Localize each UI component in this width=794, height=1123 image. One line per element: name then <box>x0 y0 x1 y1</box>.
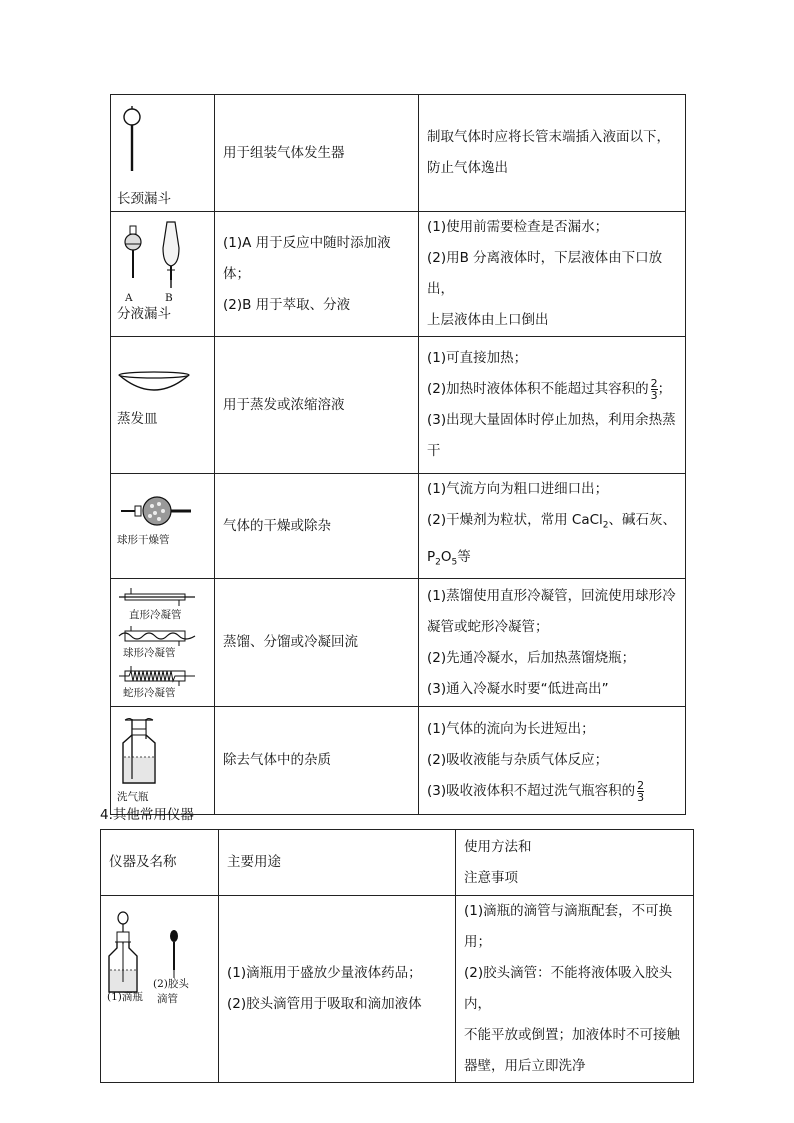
instrument-cell <box>111 95 215 212</box>
instrument-name: 分液漏斗 <box>117 306 171 322</box>
long-neck-funnel-icon <box>121 105 145 175</box>
table-row <box>111 337 686 474</box>
instrument-cell <box>101 896 219 1083</box>
section-heading: 4.其他常用仪器 <box>100 807 194 823</box>
notes-cell: (1)气流方向为粗口进细口出； (2)干燥剂为粒状，常用 CaCl$_2$、碱石灰、 $P_2O_5$等 <box>419 474 686 579</box>
notes-cell: (1)气体的流向为长进短出； (2)吸收液能与杂质气体反应； (3)吸收液体积不超过洗气瓶容积的 $\frac{2}{3}$ <box>419 707 686 815</box>
table-row <box>111 579 686 707</box>
instrument-cell <box>111 474 215 579</box>
instrument-name: 蛇形冷凝管 <box>123 687 176 700</box>
table-row <box>101 896 694 1083</box>
instrument-name: (2)胶头 <box>153 978 189 990</box>
instrument-name: 直形冷凝管 <box>129 609 182 622</box>
evaporating-dish-icon <box>117 371 191 397</box>
fraction: $\frac{2}{3}$ <box>650 376 658 402</box>
use-cell: (1)滴瓶用于盛放少量液体药品； (2)胶头滴管用于吸取和滴加液体 <box>219 896 456 1083</box>
header-cell: 使用方法和 注意事项 <box>456 830 694 896</box>
header-cell: 仪器及名称 <box>101 830 219 896</box>
notes-cell: 制取气体时应将长管末端插入液面以下， 防止气体逸出 <box>419 95 686 212</box>
use-cell: 除去气体中的杂质 <box>215 707 419 815</box>
fraction: $\frac{2}{3}$ <box>637 778 645 804</box>
drying-tube-icon <box>119 494 195 528</box>
dropping-bottle-icon <box>105 910 155 996</box>
instrument-name: 球形干燥管 <box>117 534 170 546</box>
notes-cell: (1)使用前需要检查是否漏水； (2)用B 分离液体时，下层液体由下口放出， 上层液体由上口倒出 <box>419 212 686 337</box>
instrument-cell <box>111 579 215 707</box>
use-cell: 用于组装气体发生器 <box>215 95 419 212</box>
instrument-name: 长颈漏斗 <box>117 191 171 207</box>
dropper-icon <box>167 930 181 980</box>
instrument-table-2 <box>100 829 694 1083</box>
instrument-name: 滴管 <box>157 993 178 1005</box>
instrument-name: 球形冷凝管 <box>123 647 176 660</box>
header-cell: 主要用途 <box>219 830 456 896</box>
label-b: B <box>165 292 173 304</box>
table-row <box>111 95 686 212</box>
instrument-name: 洗气瓶 <box>117 791 149 804</box>
table-row <box>111 212 686 337</box>
notes-cell: (1)滴瓶的滴管与滴瓶配套，不可换用； (2)胶头滴管：不能将液体吸入胶头内， 不能平放或倒置；加液体时不可接触 器壁，用后立即洗净 <box>456 896 694 1083</box>
table-row <box>111 474 686 579</box>
instrument-table-1 <box>110 94 686 815</box>
use-cell: 蒸馏、分馏或冷凝回流 <box>215 579 419 707</box>
instrument-name: (1)滴瓶 <box>107 991 143 1003</box>
gas-washing-bottle-icon <box>119 717 159 787</box>
separatory-funnel-icon <box>115 218 185 300</box>
straight-condenser-icon <box>119 587 195 607</box>
notes-cell: (1)可直接加热； (2)加热时液体体积不能超过其容积的 $\frac{2}{3}$ ； (3)出现大量固体时停止加热，利用余热蒸 干 <box>419 337 686 474</box>
instrument-name: 蒸发皿 <box>117 411 158 427</box>
instrument-cell <box>111 337 215 474</box>
bulb-condenser-icon <box>119 626 195 646</box>
label-a: A <box>125 292 133 304</box>
table-header-row <box>101 830 694 896</box>
use-cell: (1)A 用于反应中随时添加液体； (2)B 用于萃取、分液 <box>215 212 419 337</box>
instrument-cell <box>111 707 215 815</box>
table-row <box>111 707 686 815</box>
coil-condenser-icon <box>119 666 195 686</box>
notes-cell: (1)蒸馏使用直形冷凝管，回流使用球形冷 凝管或蛇形冷凝管； (2)先通冷凝水，后加热蒸馏烧瓶； (3)通入冷凝水时要“低进高出” <box>419 579 686 707</box>
use-cell: 气体的干燥或除杂 <box>215 474 419 579</box>
instrument-cell <box>111 212 215 337</box>
use-cell: 用于蒸发或浓缩溶液 <box>215 337 419 474</box>
